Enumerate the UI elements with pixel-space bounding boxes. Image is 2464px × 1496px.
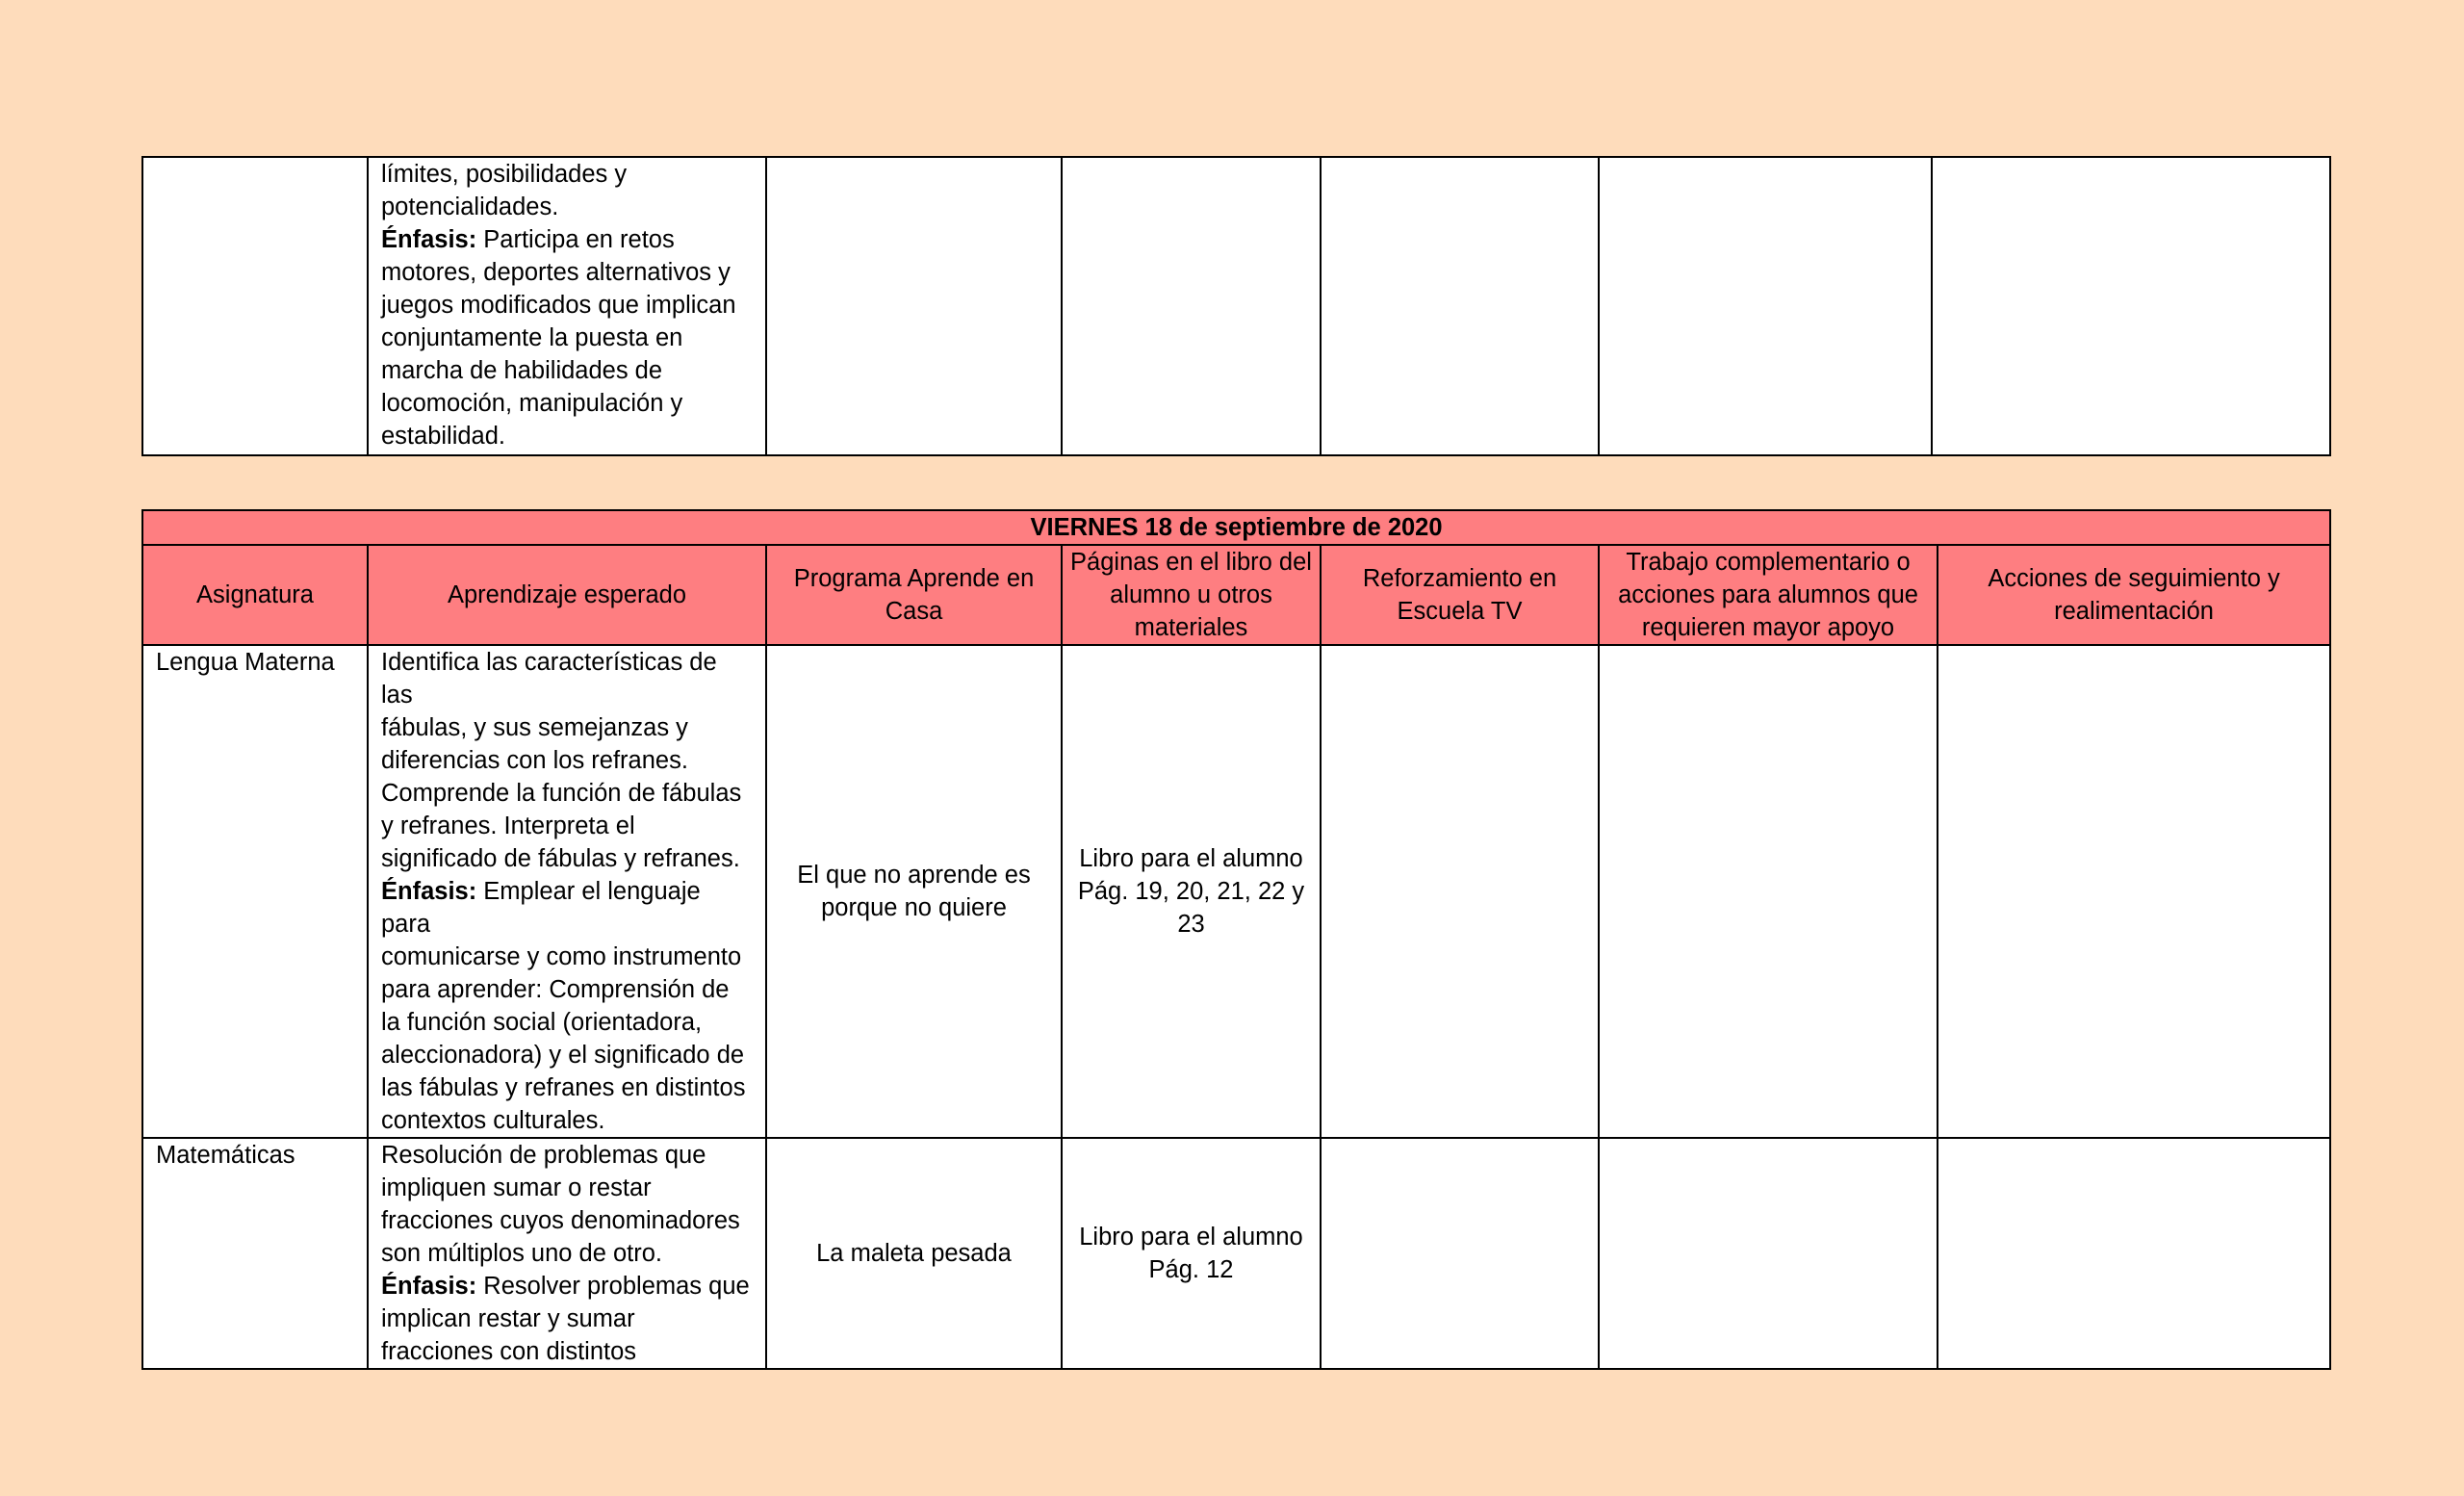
learning-line: y refranes. Interpreta el <box>381 812 635 839</box>
enfasis-line: comunicarse y como instrumento <box>381 943 742 970</box>
learning-cell <box>368 1138 766 1369</box>
enfasis-label: Énfasis: <box>381 878 477 905</box>
pages-cell: Libro para el alumno Pág. 12 <box>1062 1138 1321 1369</box>
learning-line: fracciones cuyos denominadores <box>381 1207 740 1234</box>
program-cell: El que no aprende es porque no quiere <box>766 645 1062 1138</box>
enfasis-line: locomoción, manipulación y <box>381 390 683 417</box>
learning-line: impliquen sumar o restar <box>381 1174 652 1201</box>
col-header-subject: Asignatura <box>142 545 368 645</box>
learning-cell <box>368 157 766 455</box>
learning-line: son múltiplos uno de otro. <box>381 1240 663 1267</box>
continuation-table <box>141 156 2331 456</box>
learning-line: potencialidades. <box>381 193 559 220</box>
program-cell <box>766 157 1062 455</box>
col-header-tv: Reforzamiento en Escuela TV <box>1321 545 1599 645</box>
table-row <box>142 1138 2330 1369</box>
followup-cell <box>1938 645 2330 1138</box>
enfasis-line: conjuntamente la puesta en <box>381 324 683 351</box>
learning-line: Identifica las características de las <box>381 649 717 709</box>
pages-cell: Libro para el alumno Pág. 19, 20, 21, 22 y 23 <box>1062 645 1321 1138</box>
enfasis-label: Énfasis: <box>381 226 477 253</box>
enfasis-text: Resolver problemas que <box>476 1273 750 1300</box>
learning-line: fábulas, y sus semejanzas y <box>381 714 688 741</box>
table-row <box>142 157 2330 455</box>
subject-cell: Lengua Materna <box>142 645 368 1138</box>
enfasis-line: implican restar y sumar <box>381 1305 635 1332</box>
enfasis-line: estabilidad. <box>381 423 506 450</box>
subject-cell: Matemáticas <box>142 1138 368 1369</box>
complementary-cell <box>1599 1138 1938 1369</box>
day-header-row <box>142 510 2330 545</box>
table-row <box>142 645 2330 1138</box>
enfasis-line: contextos culturales. <box>381 1107 605 1134</box>
col-header-pages: Páginas en el libro del alumno u otros materiales <box>1062 545 1321 645</box>
learning-line: diferencias con los refranes. <box>381 747 688 774</box>
col-header-program: Programa Aprende en Casa <box>766 545 1062 645</box>
day-title: VIERNES 18 de septiembre de 2020 <box>142 510 2330 545</box>
subject-cell <box>142 157 368 455</box>
tv-cell <box>1321 645 1599 1138</box>
col-header-complementary: Trabajo complementario o acciones para alumnos que requieren mayor apoyo <box>1599 545 1938 645</box>
friday-schedule-table <box>141 509 2331 1370</box>
learning-line: Comprende la función de fábulas <box>381 780 742 807</box>
col-header-learning: Aprendizaje esperado <box>368 545 766 645</box>
followup-cell <box>1938 1138 2330 1369</box>
pages-cell <box>1062 157 1321 455</box>
enfasis-line: fracciones con distintos <box>381 1338 637 1365</box>
enfasis-text: Emplear el lenguaje para <box>381 878 701 938</box>
enfasis-line: aleccionadora) y el significado de <box>381 1042 745 1069</box>
enfasis-line: la función social (orientadora, <box>381 1009 703 1036</box>
enfasis-line <box>381 223 753 256</box>
enfasis-text: Participa en retos <box>476 226 675 253</box>
enfasis-line <box>381 875 753 941</box>
followup-cell <box>1932 157 2330 455</box>
complementary-cell <box>1599 157 1932 455</box>
learning-cell <box>368 645 766 1138</box>
enfasis-line: marcha de habilidades de <box>381 357 663 384</box>
column-header-row <box>142 545 2330 645</box>
learning-line: límites, posibilidades y <box>381 161 628 188</box>
learning-line: significado de fábulas y refranes. <box>381 845 740 872</box>
program-cell: La maleta pesada <box>766 1138 1062 1369</box>
enfasis-line: motores, deportes alternativos y <box>381 259 731 286</box>
col-header-followup: Acciones de seguimiento y realimentación <box>1938 545 2330 645</box>
tv-cell <box>1321 1138 1599 1369</box>
enfasis-label: Énfasis: <box>381 1273 477 1300</box>
enfasis-line <box>381 1270 753 1303</box>
tv-cell <box>1321 157 1599 455</box>
enfasis-line: las fábulas y refranes en distintos <box>381 1074 746 1101</box>
learning-line: Resolución de problemas que <box>381 1142 706 1169</box>
enfasis-line: juegos modificados que implican <box>381 292 736 319</box>
enfasis-line: para aprender: Comprensión de <box>381 976 730 1003</box>
complementary-cell <box>1599 645 1938 1138</box>
